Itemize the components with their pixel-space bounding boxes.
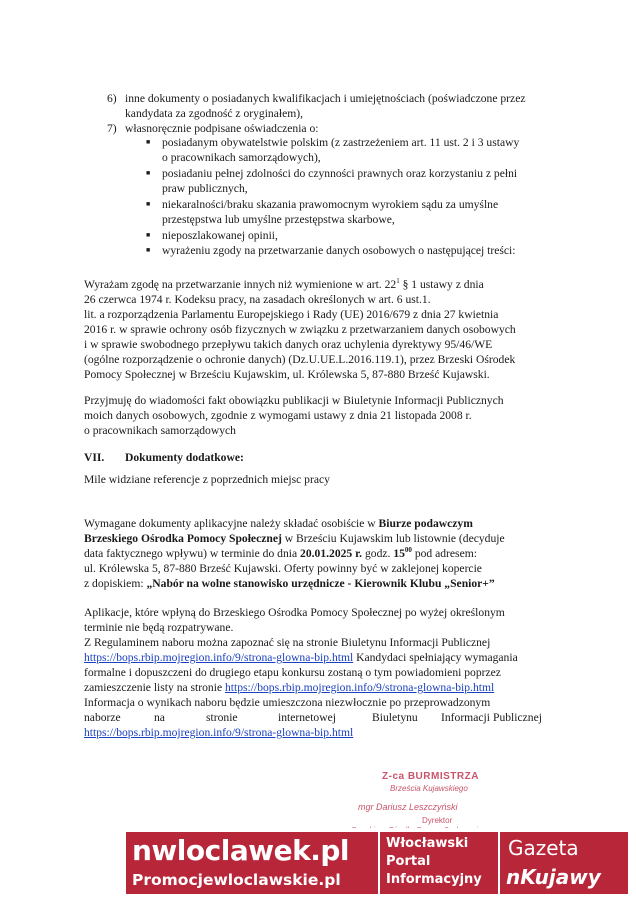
bullet-square-icon: ■ [146, 246, 151, 254]
bip-line1: Przyjmuję do wiadomości fakt obowiązku publikacji w Biuletynie Informacji Publicznych [84, 394, 504, 407]
info-line3: Z Regulaminem naboru można zapoznać się na stronie Biuletynu Informacji Publicznej [84, 636, 491, 649]
kujawy-label: nKujawy [506, 865, 601, 889]
bullet-3-line1: niekaralności/braku skazania prawomocnym wyrokiem sądu za umyślne [162, 198, 499, 211]
watermark-site-block [126, 832, 378, 894]
submission-line3: data faktycznego wpływu) w terminie do dnia 20.01.2025 r. godz. $15^{00}$ pod adresem: [84, 546, 477, 560]
consent-line3: lit. a rozporządzenia Parlamentu Europejskiego i Rady (UE) 2016/679 z dnia 27 kwietnia [84, 308, 499, 321]
stamp-line1: Z-ca BURMISTRZA [382, 771, 479, 782]
portal-line2: Portal [386, 854, 431, 869]
stamp-line3: mgr Dariusz Leszczyński [358, 802, 458, 812]
list-item-6-line2: kandydata za zgodność z oryginałem), [125, 107, 304, 120]
info-line8-w2: na [154, 711, 165, 724]
bullet-4-line1: nieposzlakowanej opinii, [162, 229, 278, 242]
watermark-gazeta-block [500, 832, 628, 894]
info-line1: Aplikacje, które wpłyną do Brzeskiego Ośrodka Pomocy Społecznej po wyżej określonym [84, 606, 505, 619]
info-line4: https://bops.rbip.mojregion.info/9/strona-glowna-bip.html Kandydaci spełniający wymagania [84, 651, 518, 664]
info-line8-w1: naborze [84, 711, 121, 724]
list-item-6-line1: inne dokumenty o posiadanych kwalifikacjach i umiejętnościach (poświadczone przez [125, 92, 526, 105]
section-text: Mile widziane referencje z poprzednich miejsc pracy [84, 473, 330, 486]
consent-line6: (ogólne rozporządzenie o ochronie danych) (Dz.U.UE.L.2016.119.1), przez Brzeski Ośrodek [84, 353, 516, 366]
submission-line1: Wymagane dokumenty aplikacyjne należy składać osobiście w Biurze podawczym [84, 517, 473, 530]
bullet-1-line2: o pracownikach samorządowych), [162, 151, 321, 164]
bullet-5-line1: wyrażeniu zgody na przetwarzanie danych osobowych o następującej treści: [162, 244, 516, 257]
consent-line7: Pomocy Społecznej w Brześciu Kujawskim, ul. Królewska 5, 87-880 Brześć Kujawski. [84, 368, 490, 381]
bullet-square-icon: ■ [146, 138, 151, 146]
info-line7: Informacja o wynikach naboru będzie umieszczona niezwłocznie po przeprowadzonym [84, 696, 491, 709]
info-line6: zamieszczenie listy na stronie https://bops.rbip.mojregion.info/9/strona-glowna-bip.html [84, 681, 495, 694]
info-line8-w6: Informacji [441, 711, 490, 724]
info-line9 [84, 725, 353, 740]
stamp-line2: Brześcia Kujawskiego [390, 784, 468, 793]
info-line5: formalne i dopuszczeni do drugiego etapu konkursu zostaną o tym powiadomieni poprzez [84, 666, 501, 679]
list-item-7-line1: własnoręcznie podpisane oświadczenia o: [125, 122, 319, 135]
info-line2: terminie nie będą rozpatrywane. [84, 621, 234, 634]
consent-line2: 26 czerwca 1974 r. Kodeksu pracy, na zasadach określonych w art. 6 ust.1. [84, 293, 431, 306]
consent-line4: 2016 r. w sprawie ochrony osób fizycznych w związku z przetwarzaniem danych osobowych [84, 323, 516, 336]
portal-line3: Informacyjny [386, 872, 482, 887]
bip-line3: o pracownikach samorządowych [84, 424, 236, 437]
section-title: Dokumenty dodatkowe: [125, 451, 244, 464]
submission-line2: Brzeskiego Ośrodka Pomocy Społecznej w Brześciu Kujawskim lub listownie (decyduje [84, 532, 505, 545]
consent-line1: Wyrażam zgodę na przetwarzanie innych niż wymienione w art. $22^1$ § 1 ustawy z dnia [84, 277, 484, 291]
watermark-portal-block [380, 832, 498, 894]
bip-line2: moich danych osobowych, zgodnie z wymogami ustawy z dnia 21 listopada 2008 r. [84, 409, 472, 422]
info-line8-w3: stronie [206, 711, 238, 724]
list-number-7: 7) [107, 122, 117, 135]
bullet-2-line1: posiadaniu pełnej zdolności do czynności prawnych oraz korzystaniu z pełni [162, 167, 518, 180]
section-number: VII. [84, 451, 105, 464]
bullet-square-icon: ■ [146, 231, 151, 239]
watermark-site2: Promocjewloclawskie.pl [132, 871, 341, 889]
bip-link[interactable]: https://bops.rbip.mojregion.info/9/strona-glowna-bip.html [225, 681, 495, 694]
info-line8-w7: Publicznej [493, 711, 542, 724]
bullet-square-icon: ■ [146, 169, 151, 177]
bip-link[interactable]: https://bops.rbip.mojregion.info/9/strona-glowna-bip.html [84, 651, 354, 664]
submission-line4: ul. Królewska 5, 87-880 Brześć Kujawski. Oferty powinny być w zaklejonej kopercie [84, 562, 482, 575]
list-number-6: 6) [107, 92, 117, 105]
consent-line5: i w sprawie swobodnego przepływu takich danych oraz uchylenia dyrektywy 95/46/WE [84, 338, 493, 351]
bullet-2-line2: praw publicznych, [162, 182, 248, 195]
bullet-square-icon: ■ [146, 200, 151, 208]
info-line8-w4: internetowej [278, 711, 336, 724]
bip-link[interactable]: https://bops.rbip.mojregion.info/9/strona-glowna-bip.html [84, 726, 354, 739]
portal-line1: Włocławski [386, 836, 469, 851]
gazeta-label: Gazeta [508, 836, 579, 860]
stamp-line4: Dyrektor [422, 816, 453, 825]
submission-line5: z dopiskiem: „Nabór na wolne stanowisko urzędnicze - Kierownik Klubu „Senior+” [84, 577, 495, 590]
bullet-3-line2: przestępstwa lub umyślne przestępstwa skarbowe, [162, 213, 395, 226]
bullet-1-line1: posiadanym obywatelstwie polskim (z zastrzeżeniem art. 11 ust. 2 i 3 ustawy [162, 136, 520, 149]
watermark-site: nwloclawek.pl [132, 834, 349, 867]
info-line8-w5: Biuletynu [372, 711, 418, 724]
